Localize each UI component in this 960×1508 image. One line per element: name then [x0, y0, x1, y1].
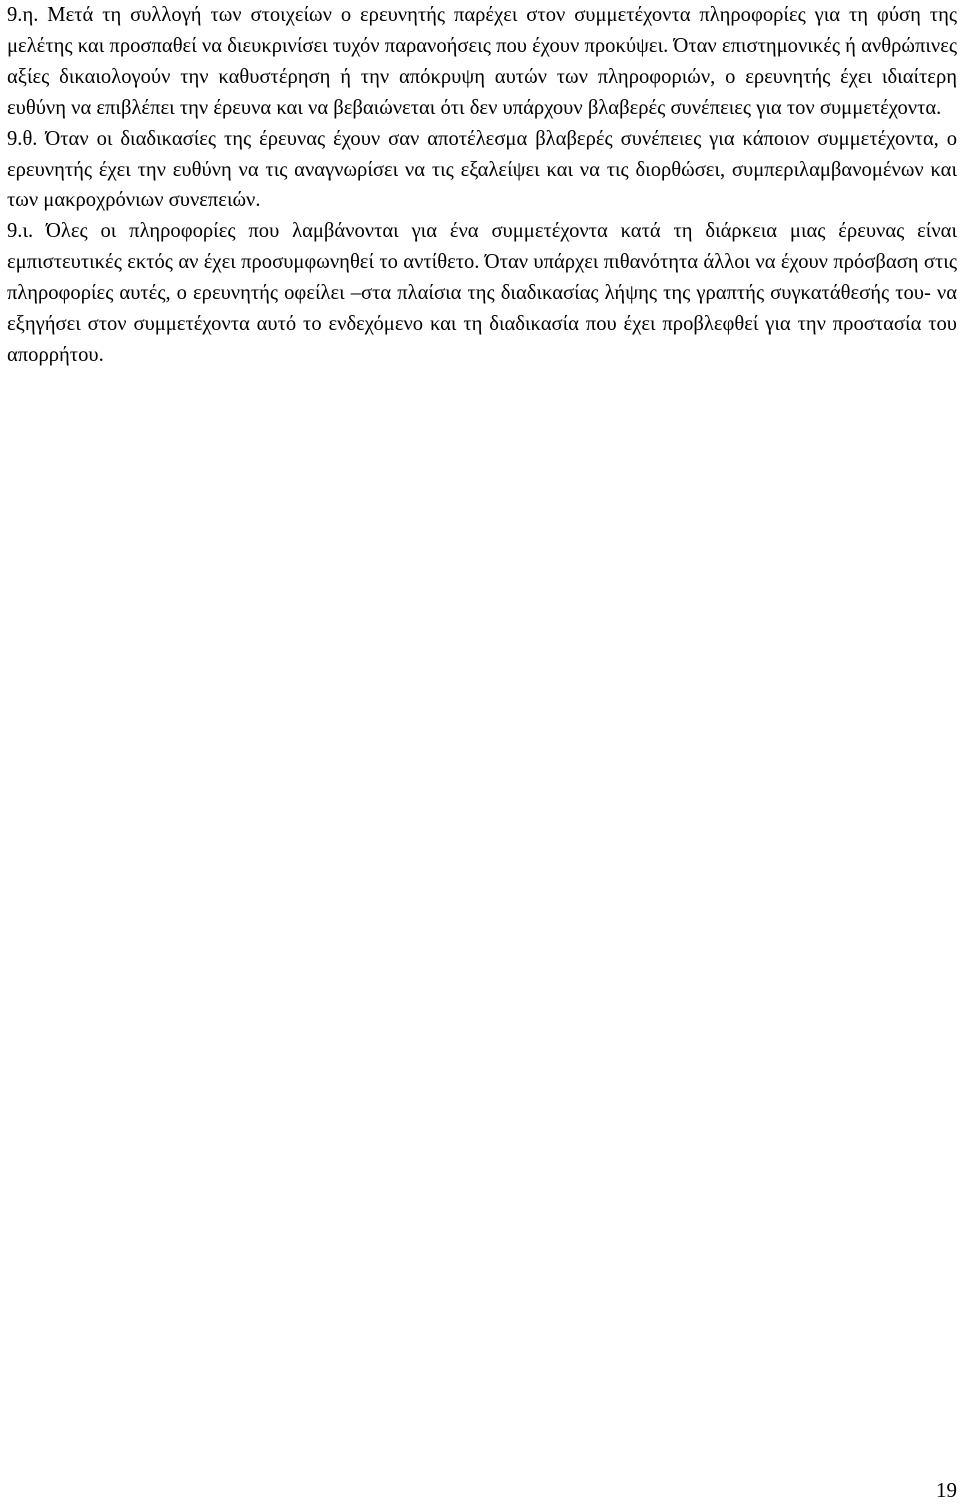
document-body [7, 0, 957, 371]
section-9-theta: 9.θ. Όταν οι διαδικασίες της έρευνας έχουν σαν αποτέλεσμα βλαβερές συνέπειες για κάποιον συμμετέχοντα, ο ερευνητής έχει την ευθύνη να τις αναγνωρίσει να τις εξαλείψει και να τις διορθώσει, συμπεριλαμβανομένων και των μακροχρόνιων συνεπειών. [7, 127, 957, 212]
page-number: 19 [936, 1478, 957, 1502]
section-9-eta: 9.η. Μετά τη συλλογή των στοιχείων ο ερευνητής παρέχει στον συμμετέχοντα πληροφορίες για τη φύση της μελέτης και προσπαθεί να διευκρινίσει τυχόν παρανοήσεις που έχουν προκύψει. Όταν επιστημονικές ή ανθρώπινες αξίες δικαιολογούν την καθυστέρηση ή την απόκρυψη αυτών των πληροφοριών, ο ερευνητής έχει ιδιαίτερη ευθύνη να επιβλέπει την έρευνα και να βεβαιώνεται ότι δεν υπάρχουν βλαβερές συνέπειες για τον συμμετέχοντα. [7, 4, 957, 119]
section-9-iota: 9.ι. Όλες οι πληροφορίες που λαμβάνονται για ένα συμμετέχοντα κατά τη διάρκεια μιας έρευνας είναι εμπιστευτικές εκτός αν έχει προσυμφωνηθεί το αντίθετο. Όταν υπάρχει πιθανότητα άλλοι να έχουν πρόσβαση στις πληροφορίες αυτές, ο ερευνητής οφείλει –στα πλαίσια της διαδικασίας λήψης της γραπτής συγκατάθεσής του- να εξηγήσει στον συμμετέχοντα αυτό το ενδεχόμενο και τη διαδικασία που έχει προβλεφθεί για την προστασία του απορρήτου. [7, 220, 957, 366]
